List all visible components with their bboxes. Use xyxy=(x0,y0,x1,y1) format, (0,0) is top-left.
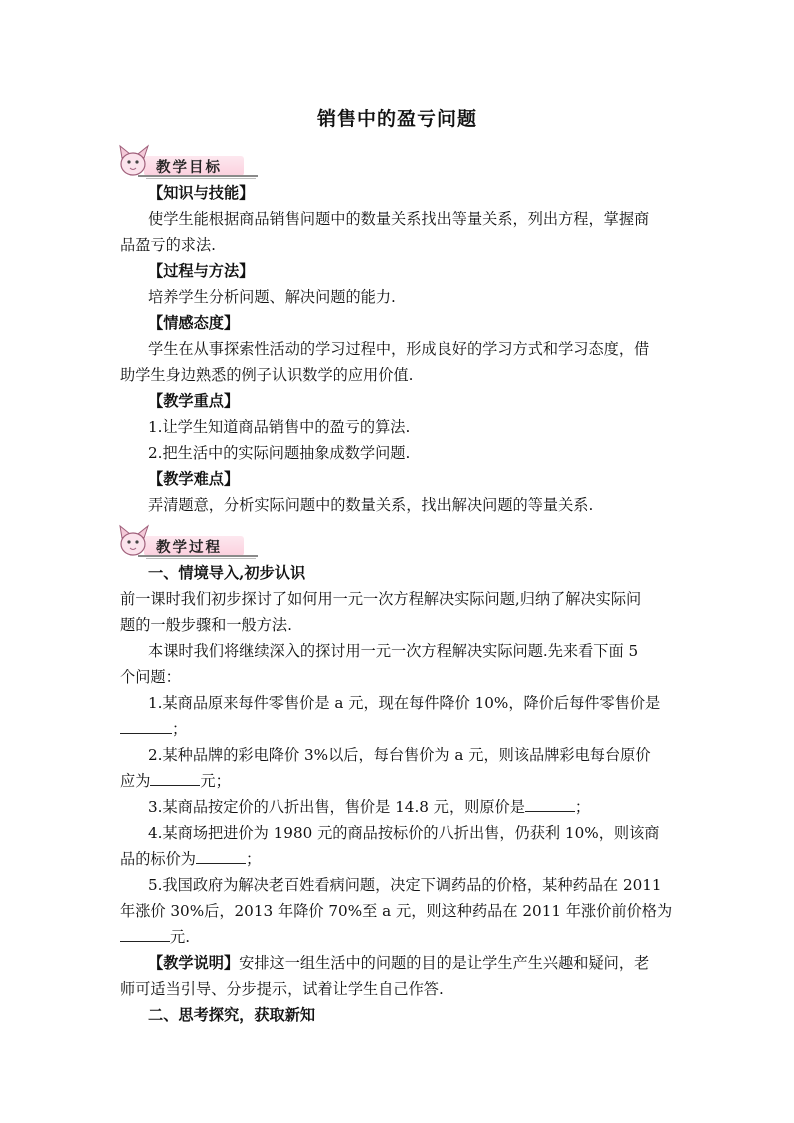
question-4-answer: 品的标价为 ； xyxy=(120,850,262,868)
heading-knowledge: 【知识与技能】 xyxy=(148,184,255,202)
paragraph-line: 2.把生活中的实际问题抽象成数学问题. xyxy=(148,444,411,462)
question-3: 3.某商品按定价的八折出售，售价是 14.8 元，则原价是 ； xyxy=(148,798,591,816)
paragraph-line: 品盈亏的求法. xyxy=(120,236,216,254)
answer-blank xyxy=(120,719,172,734)
answer-blank xyxy=(120,927,170,942)
paragraph-line: 1.让学生知道商品销售中的盈亏的算法. xyxy=(148,418,411,436)
page-title: 销售中的盈亏问题 xyxy=(316,108,477,130)
paragraph-line: 培养学生分析问题、解决问题的能力. xyxy=(148,288,396,306)
answer-blank xyxy=(150,771,200,786)
paragraph-line: 学生在从事探索性活动的学习过程中，形成良好的学习方式和学习态度，借 xyxy=(148,340,650,358)
mascot-icon xyxy=(118,524,152,558)
question-2-answer: 应为 元； xyxy=(120,772,231,790)
section-label: 教学过程 xyxy=(156,540,222,556)
heading-explore: 二、思考探究，获取新知 xyxy=(148,1006,316,1024)
question-1-answer: ； xyxy=(120,717,187,741)
section-label: 教学目标 xyxy=(156,160,222,176)
paragraph-line: 题的一般步骤和一般方法. xyxy=(120,616,292,634)
teaching-note: 【教学说明】安排这一组生活中的问题的目的是让学生产生兴趣和疑问，老 xyxy=(148,954,650,972)
heading-difficulty: 【教学难点】 xyxy=(148,470,240,488)
question-2: 2.某种品牌的彩电降价 3%以后，每台售价为 a 元，则该品牌彩电每台原价 xyxy=(148,746,651,764)
paragraph-line: 弄清题意，分析实际问题中的数量关系，找出解决问题的等量关系. xyxy=(148,496,594,514)
answer-blank xyxy=(196,849,246,864)
paragraph-line: 前一课时我们初步探讨了如何用一元一次方程解决实际问题,归纳了解决实际问 xyxy=(120,590,642,608)
heading-method: 【过程与方法】 xyxy=(148,262,255,280)
section-header-objectives xyxy=(118,144,248,178)
paragraph-line: 助学生身边熟悉的例子认识数学的应用价值. xyxy=(120,366,414,384)
heading-key-points: 【教学重点】 xyxy=(148,392,240,410)
answer-blank xyxy=(525,797,575,812)
question-4: 4.某商场把进价为 1980 元的商品按标价的八折出售，仍获利 10%，则该商 xyxy=(148,824,660,842)
heading-situation: 一、情境导入,初步认识 xyxy=(148,564,306,582)
paragraph-line: 年涨价 30%后，2013 年降价 70%至 a 元，则这种药品在 2011 年涨价前价格为 xyxy=(120,902,673,920)
paragraph-line: 使学生能根据商品销售问题中的数量关系找出等量关系，列出方程，掌握商 xyxy=(148,210,650,228)
paragraph-line: 师可适当引导、分步提示，试着让学生自己作答. xyxy=(120,980,444,998)
paragraph-line: 个问题： xyxy=(120,668,181,686)
heading-attitude: 【情感态度】 xyxy=(148,314,240,332)
question-5-answer: 元. xyxy=(120,925,190,949)
paragraph-line: 本课时我们将继续深入的探讨用一元一次方程解决实际问题.先来看下面 5 xyxy=(148,642,639,660)
section-header-process xyxy=(118,524,248,558)
question-1: 1.某商品原来每件零售价是 a 元，现在每件降价 10%，降价后每件零售价是 xyxy=(148,694,661,712)
mascot-icon xyxy=(118,144,152,178)
question-5: 5.我国政府为解决老百姓看病问题，决定下调药品的价格，某种药品在 2011 xyxy=(148,876,662,894)
